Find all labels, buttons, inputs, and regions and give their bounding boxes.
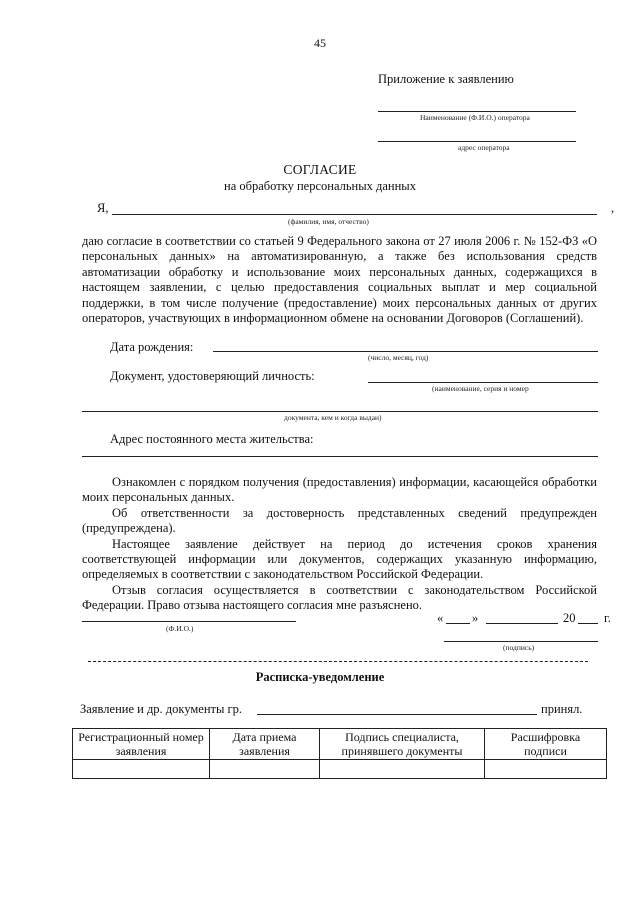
registration-table [72,728,607,779]
cell-reg-number[interactable] [73,760,210,779]
receipt-title: Расписка-уведомление [255,670,385,684]
date-open-quote: « [437,611,444,625]
id-doc-caption-2: документа, кем и когда выдан) [284,413,382,422]
paragraph-acquainted: Ознакомлен с порядком получения (предоставления) информации, касающейся обработки моих персональных данных. [82,475,597,505]
address-label: Адрес постоянного места жительства: [110,432,314,446]
id-doc-line-2[interactable] [82,411,598,412]
address-line[interactable] [82,456,598,457]
operator-address-caption: адрес оператора [458,143,510,152]
signature-line[interactable] [444,641,598,642]
birth-date-line[interactable] [213,351,598,352]
i-label: Я, [97,201,109,215]
comma: , [611,201,615,215]
paragraph-validity: Настоящее заявление действует на период до истечения сроков хранения соответствующей информации или документов, содержащих указанную информацию, определяемых в соответствии с законодательством Российской Федерации. [82,536,597,582]
fio-line[interactable] [112,214,597,215]
header-date-received: Дата приема заявления [210,729,320,760]
applicant-name-line[interactable] [257,714,537,715]
table-row [73,760,607,779]
appendix-label: Приложение к заявлению [378,72,514,86]
table-header-row [73,729,607,760]
id-doc-label: Документ, удостоверяющий личность: [110,369,315,383]
date-year-line[interactable] [578,623,598,624]
terms-paragraphs [82,475,597,614]
date-month-line[interactable] [486,623,558,624]
receipt-statement-prefix: Заявление и др. документы гр. [80,702,243,716]
date-day-line[interactable] [446,623,470,624]
header-reg-number: Регистрационный номер заявления [73,729,210,760]
operator-name-line[interactable] [378,111,576,112]
id-doc-caption: (наименование, серия и номер [432,384,529,393]
date-close-quote: » [472,611,479,625]
paragraph-revocation: Отзыв согласия осуществляется в соответствии с законодательством Российской Федерации. Право отзыва настоящего согласия мне разъяснено. [82,582,597,613]
document-subtitle: на обработку персональных данных [224,179,416,193]
page-number: 45 [314,36,326,50]
consent-paragraph: даю согласие в соответствии со статьей 9 Федерального закона от 27 июля 2006 г. № 152-ФЗ «О персональных данных» на автоматизированную, а также без использования средств автоматизации обработку и использование моих персональных данных, содержащихся в настоящем заявлении, с целью предоставления социальных выплат и мер социальной поддержки, в том числе получение (предоставление) моих персональных данных от других операторов, участвующих в информационном обмене на основании Договоров (Соглашений). [82,234,597,326]
year-suffix: г. [604,611,611,625]
year-prefix: 20 [563,611,576,625]
cut-line-divider [88,661,588,662]
receipt-statement-suffix: принял. [541,702,583,716]
birth-date-caption: (число, месяц, год) [368,353,429,362]
cell-signature-decoding[interactable] [485,760,607,779]
operator-name-caption: Наименование (Ф.И.О.) оператора [420,113,530,122]
signature-caption: (подпись) [503,643,535,652]
id-doc-line[interactable] [368,382,598,383]
header-specialist-signature: Подпись специалиста, принявшего документы [320,729,485,760]
birth-date-label: Дата рождения: [110,340,194,354]
fio-caption: (фамилия, имя, отчество) [288,217,369,226]
paragraph-responsibility: Об ответственности за достоверность представленных сведений предупрежден (предупреждена). [82,505,597,536]
cell-specialist-signature[interactable] [320,760,485,779]
header-signature-decoding: Расшифровка подписи [485,729,607,760]
signature-fio-line[interactable] [82,621,296,622]
cell-date-received[interactable] [210,760,320,779]
document-title: СОГЛАСИЕ [283,162,357,177]
signature-fio-caption: (Ф.И.О.) [166,624,194,633]
operator-address-line[interactable] [378,141,576,142]
